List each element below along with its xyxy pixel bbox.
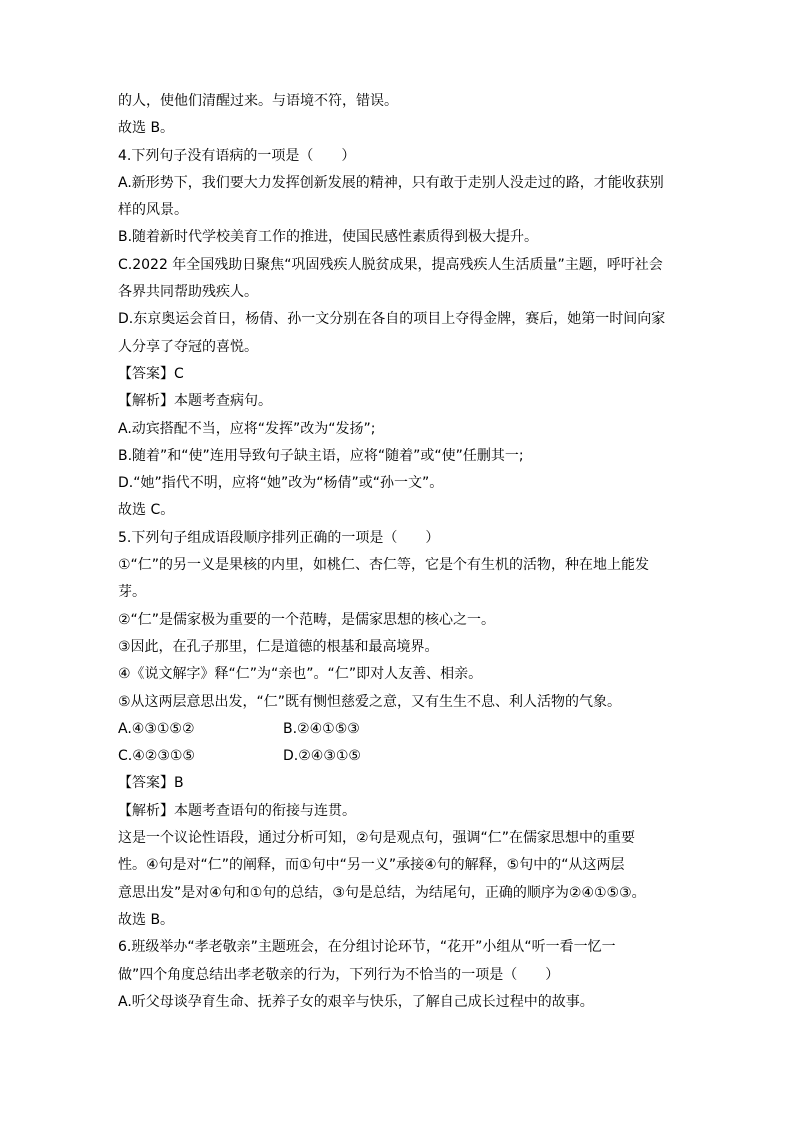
text-line: 意思出发”是对④句和①句的总结，③句是总结，为结尾句，正确的顺序为②④①⑤③。	[118, 884, 646, 901]
text-line: A.听父母谈孕育生命、抚养子女的艰辛与快乐，了解自己成长过程中的故事。	[118, 993, 594, 1010]
text-line: ②“仁”是儒家极为重要的一个范畴，是儒家思想的核心之一。	[118, 611, 496, 628]
text-line: 样的风景。	[118, 202, 188, 219]
text-line: A.新形势下，我们要大力发挥创新发展的精神，只有敢于走别人没走过的路，才能收获别	[118, 174, 664, 191]
text-line: 各界共同帮助残疾人。	[118, 284, 258, 301]
text-line: 故选 C。	[118, 502, 175, 519]
text-line: C.2022 年全国残助日聚焦“巩固残疾人脱贫成果，提高残疾人生活质量”主题，呼吁社会	[118, 256, 663, 273]
options-row	[118, 743, 688, 770]
text-line: ①“仁”的另一义是果核的内里，如桃仁、杏仁等，它是个有生机的活物，种在地上能发	[118, 557, 650, 574]
text-line: 【解析】本题考查病句。	[118, 393, 272, 410]
text-line: 6.班级举办“孝老敬亲”主题班会，在分组讨论环节，“花开”小组从“听一看一忆一	[118, 939, 616, 956]
text-line: ④《说文解字》释“仁”为“亲也”。“仁”即对人友善、相亲。	[118, 666, 483, 683]
text-line: ⑤从这两层意思出发，“仁”既有恻怛慈爱之意，又有生生不息、利人活物的气象。	[118, 693, 622, 710]
text-line: 的人，使他们清醒过来。与语境不符，错误。	[118, 93, 398, 109]
document-page	[118, 88, 688, 1016]
text-line: 【答案】C	[118, 365, 184, 382]
option-left: A.④③①⑤②	[118, 720, 195, 737]
text-line: B.随着”和“使”连用导致句子缺主语，应将“随着”或“使”任删其一;	[118, 447, 524, 464]
text-line: 【解析】本题考查语句的衔接与连贯。	[118, 802, 356, 819]
text-line: 人分享了夺冠的喜悦。	[118, 338, 258, 355]
text-line: D.东京奥运会首日，杨倩、孙一文分别在各自的项目上夺得金牌，赛后，她第一时间向家	[118, 311, 666, 328]
text-line: 做”四个角度总结出孝老敬亲的行为，下列行为不恰当的一项是（ ）	[118, 966, 560, 983]
text-line: 4.下列句子没有语病的一项是（ ）	[118, 147, 356, 164]
option-right: D.②④③①⑤	[283, 748, 361, 765]
text-line: 芽。	[118, 584, 146, 601]
option-left: C.④②③①⑤	[118, 748, 195, 765]
text-line: 性。④句是对“仁”的阐释，而①句中“另一义”承接④句的解释，⑤句中的“从这两层	[118, 857, 625, 874]
text-line: 这是一个议论性语段，通过分析可知，②句是观点句，强调“仁”在儒家思想中的重要	[118, 830, 636, 847]
text-line: ③因此，在孔子那里，仁是道德的根基和最高境界。	[118, 638, 439, 655]
options-row	[118, 716, 688, 743]
text-line: B.随着新时代学校美育工作的推进，使国民感性素质得到极大提升。	[118, 229, 539, 246]
text-line: 【答案】B	[118, 775, 184, 792]
text-line: D.“她”指代不明，应将“她”改为“杨倩”或“孙一文”。	[118, 475, 444, 492]
text-line: A.动宾搭配不当，应将“发挥”改为“发扬”;	[118, 420, 376, 437]
option-right: B.②④①⑤③	[283, 720, 360, 737]
text-line: 5.下列句子组成语段顺序排列正确的一项是（ ）	[118, 529, 440, 546]
text-line: 故选 B。	[118, 120, 175, 137]
text-line: 故选 B。	[118, 911, 175, 928]
